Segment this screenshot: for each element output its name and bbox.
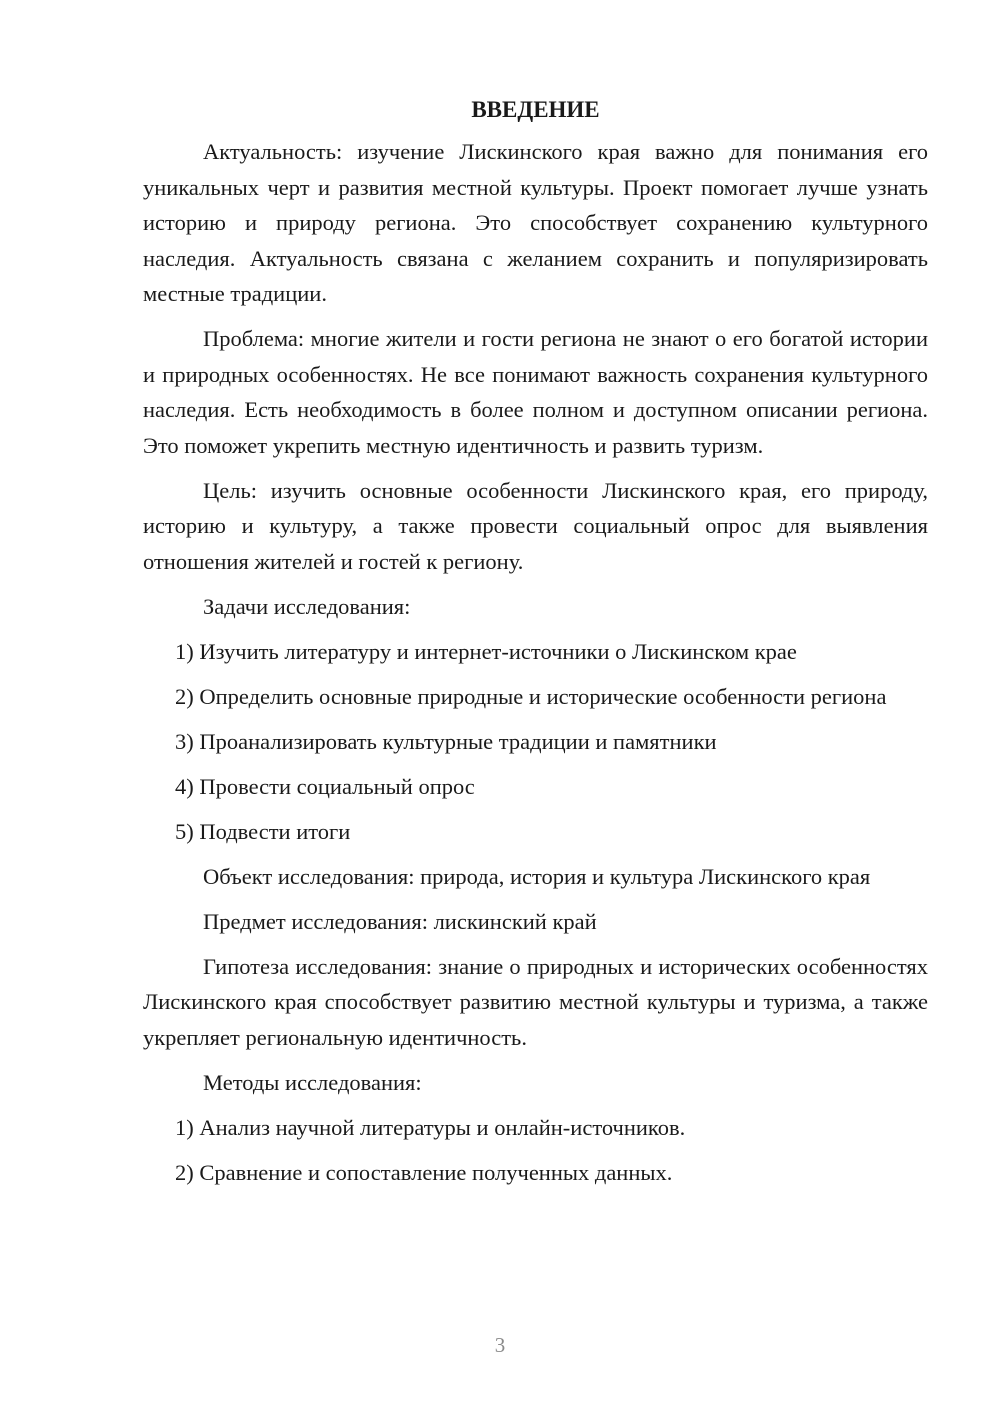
page-content <box>143 94 928 1200</box>
paragraph-subject: Предмет исследования: лискинский край <box>203 908 597 934</box>
paragraph-tasks-title: Задачи исследования: <box>203 593 411 619</box>
paragraph-goal: Цель: изучить основные особенности Лискинского края, его природу, историю и культуру, а также провести социальный опрос для выявления отношения жителей и гостей к региону. <box>143 477 928 574</box>
task-item-5: 5) Подвести итоги <box>175 818 351 844</box>
page-number: 3 <box>494 1333 506 1357</box>
paragraph-hypothesis: Гипотеза исследования: знание о природных и исторических особенностях Лискинского края способствует развитию местной культуры и туризма, а также укрепляет региональную идентичность. <box>143 953 928 1050</box>
task-item-2: 2) Определить основные природные и исторические особенности региона <box>175 683 887 709</box>
paragraph-methods-title: Методы исследования: <box>203 1069 422 1095</box>
paragraph-problem: Проблема: многие жители и гости региона не знают о его богатой истории и природных особенностях. Не все понимают важность сохранения культурного наследия. Есть необходимость в более полном и доступном описании региона. Это поможет укрепить местную идентичность и развить туризм. <box>143 326 928 458</box>
method-item-1: 1) Анализ научной литературы и онлайн-источников. <box>175 1114 686 1140</box>
task-item-4: 4) Провести социальный опрос <box>175 773 475 799</box>
task-item-1: 1) Изучить литературу и интернет-источники о Лискинском крае <box>175 638 797 664</box>
paragraph-relevance: Актуальность: изучение Лискинского края важно для понимания его уникальных черт и развития местной культуры. Проект помогает лучше узнать историю и природу региона. Это способствует сохранению культурного наследия. Актуальность связана с желанием сохранить и популяризировать местные традиции. <box>143 139 928 306</box>
paragraph-object: Объект исследования: природа, история и культура Лискинского края <box>203 863 871 889</box>
page-title: ВВЕДЕНИЕ <box>471 97 600 122</box>
method-item-2: 2) Сравнение и сопоставление полученных данных. <box>175 1159 673 1185</box>
task-item-3: 3) Проанализировать культурные традиции и памятники <box>175 728 717 754</box>
